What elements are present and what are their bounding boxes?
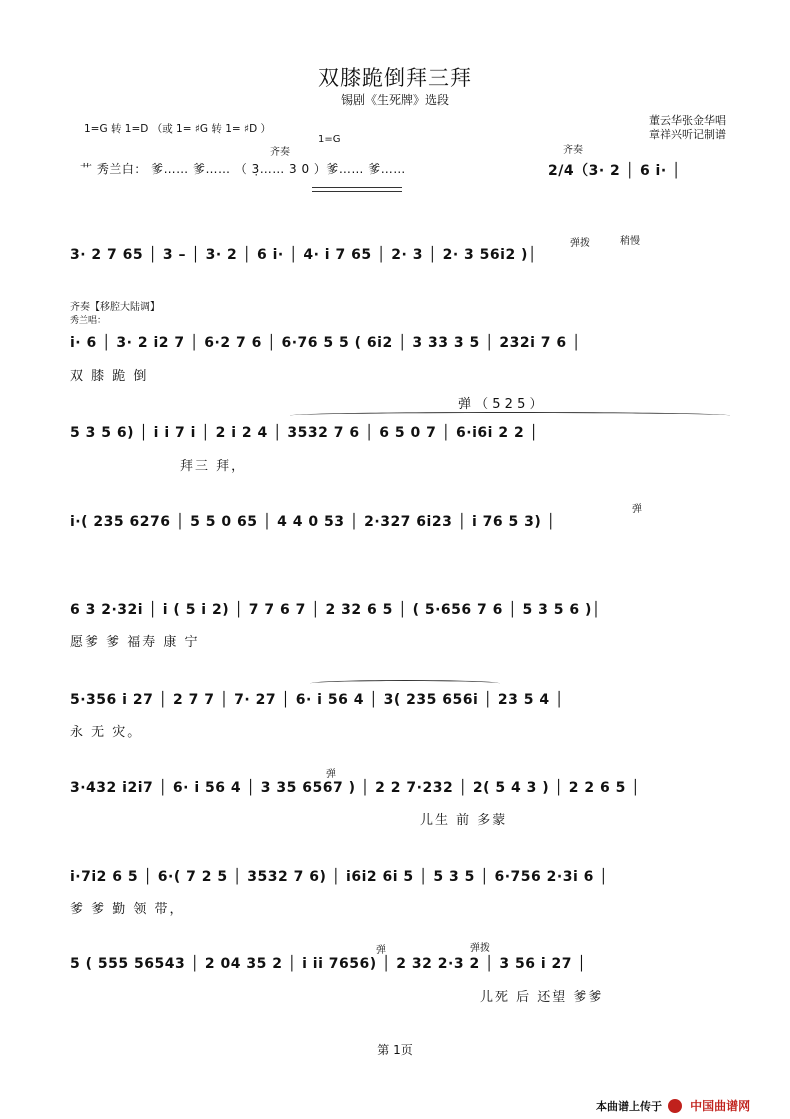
direction-label: 稍慢 (620, 236, 640, 247)
logo-text: 中国曲谱网 (690, 1099, 751, 1113)
direction-label: 弹拨 (470, 943, 490, 954)
key-signature: 1=G 转 1=D （或 1= ♯G 转 1= ♯D ） (84, 123, 272, 135)
page-number: 第 1页 (377, 1043, 413, 1057)
upload-note: 本曲谱上传于 (596, 1100, 662, 1113)
direction-label: 弹 (326, 769, 336, 780)
direction-label: 齐奏 (563, 145, 583, 156)
notation-row: 5 3 5 6) │ i i 7 i │ 2 i 2 4 │ 3532 7 6 │ 6 5 0 7 │ 6·i6i 2 2 │ (70, 425, 539, 441)
page-title: 双膝跪倒拜三拜 (318, 66, 472, 90)
lyrics-row: 拜三 拜， (180, 459, 247, 474)
slur-mark (310, 680, 500, 687)
notation-row: 3· 2 7 65 │ 3 – │ 3· 2 │ 6 i· │ 4· i 7 65 │ 2· 3 │ 2· 3 56i2 )│ (70, 247, 537, 263)
notation-row: 5 ( 555 56543 │ 2 04 35 2 │ i ii 7656) │ 2 32 2·3 2 │ 3 56 i 27 │ (70, 956, 587, 972)
notation-row: 艹 秀兰白： 爹…… 爹…… （ 3̣…… 3 0 ）爹…… 爹…… (80, 162, 406, 176)
direction-label: 弹拨 (570, 238, 590, 249)
lyrics-row: 儿死 后 还望 爹爹 (480, 990, 604, 1005)
lyrics-row: 儿生 前 多蒙 (420, 813, 508, 828)
direction-label: 弹 （ 5 2 5 ） (458, 397, 543, 412)
lyrics-row: 愿爹 爹 福寿 康 宁 (70, 635, 200, 650)
notation-row: 3·432 i2i7 │ 6· i 56 4 │ 3 35 6567 ) │ 2 2 7·232 │ 2( 5 4 3 ) │ 2 2 6 5 │ (70, 780, 641, 796)
slur-mark (290, 412, 730, 419)
direction-label: 1=G (318, 134, 341, 145)
lyrics-row: 永 无 灾。 (70, 725, 143, 740)
notation-row: 5·356 i 27 │ 2 7 7 │ 7· 27 │ 6· i 56 4 │ 3( 235 656i │ 23 5 4 │ (70, 692, 564, 708)
direction-label: 齐奏 (270, 147, 290, 158)
credit-singers: 董云华张金华唱 (649, 114, 726, 127)
lyrics-row: 双 膝 跪 倒 (70, 369, 149, 384)
site-logo[interactable] (668, 1095, 780, 1113)
notation-row: i·7i2 6 5 │ 6·( 7 2 5 │ 3532 7 6) │ i6i2 6i 5 │ 5 3 5 │ 6·756 2·3i 6 │ (70, 869, 609, 885)
direction-label: 齐奏【移腔大陆调】 (70, 302, 160, 313)
direction-label: 秀兰唱： (70, 316, 107, 326)
page-subtitle: 锡剧《生死牌》选段 (340, 93, 449, 107)
notation-row: i·( 235 6276 │ 5 5 0 65 │ 4 4 0 53 │ 2·327 6i23 │ i 76 5 3) │ (70, 514, 556, 530)
logo-icon (668, 1099, 682, 1113)
underline-mark (312, 187, 402, 188)
direction-label: 弹 (632, 504, 642, 515)
notation-row-tail: 2/4（3· 2 │ 6 i· │ (548, 163, 681, 179)
lyrics-row: 爹 爹 勤 领 带， (70, 902, 185, 917)
notation-row: i· 6 │ 3· 2 i2 7 │ 6·2 7 6 │ 6·76 5 5 ( 6i2 │ 3 33 3 5 │ 232i 7 6 │ (70, 335, 581, 351)
direction-label: 弹 (376, 945, 386, 956)
credit-transcriber: 章祥兴听记制谱 (649, 128, 726, 141)
notation-row: 6 3 2·32i │ i ( 5 i 2) │ 7 7 6 7 │ 2 32 6 5 │ ( 5·656 7 6 │ 5 3 5 6 )│ (70, 602, 601, 618)
underline-mark (312, 191, 402, 192)
